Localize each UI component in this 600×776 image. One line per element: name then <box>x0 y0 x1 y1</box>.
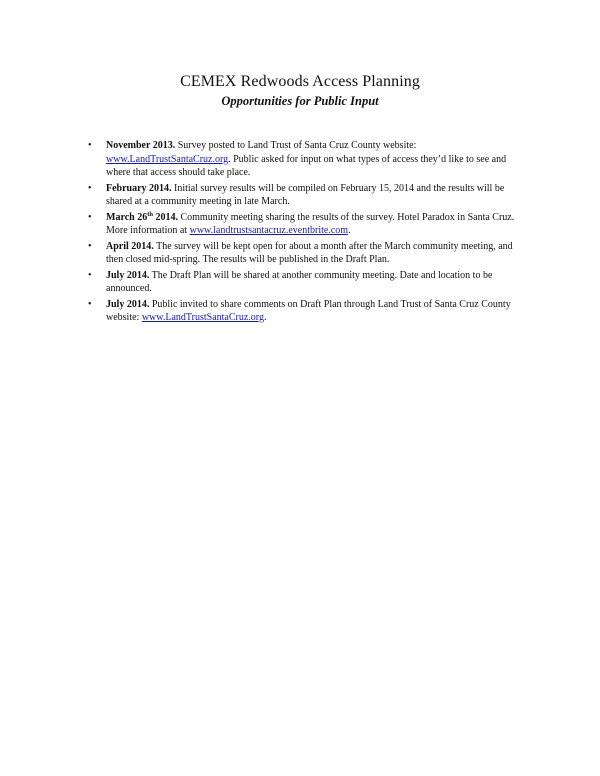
item-date: July 2014. <box>106 298 150 310</box>
item-date: July 2014. <box>106 269 150 281</box>
list-item-jul-2014-meeting <box>84 269 530 296</box>
eventbrite-link[interactable]: www.landtrustsantacruz.eventbrite.com <box>189 225 349 236</box>
item-date: February 2014. <box>106 182 172 194</box>
item-text-after: . <box>263 312 267 323</box>
item-text: Public invited to share comments on Draft Plan through Land Trust of Santa Cruz County website: <box>106 298 511 323</box>
item-text-after: . <box>348 225 351 236</box>
item-text-after: . Public asked for input on what types of access they’d like to see and where that access should take place. <box>106 153 507 178</box>
item-text: Community meeting sharing the results of the survey. Hotel Paradox in Santa Cruz. More information at <box>106 211 515 236</box>
bullet-icon: • <box>88 211 92 223</box>
land-trust-website-link[interactable]: www.LandTrustSantaCruz.org <box>141 312 264 323</box>
list-item-nov-2013 <box>84 139 530 180</box>
bullet-icon: • <box>88 298 92 310</box>
list-item-feb-2014 <box>84 182 530 209</box>
bullet-icon: • <box>88 182 92 194</box>
item-text: Initial survey results will be compiled on February 15, 2014 and the results will be shared at a community meeting in late March. <box>106 182 505 207</box>
item-date-superscript: th <box>147 210 153 218</box>
item-text: The Draft Plan will be shared at another community meeting. Date and location to be announced. <box>106 269 493 294</box>
bullet-icon: • <box>88 240 92 252</box>
list-item-mar-2014 <box>84 211 530 238</box>
page-subtitle: Opportunities for Public Input <box>221 94 379 108</box>
bullet-icon: • <box>88 140 92 151</box>
timeline-list <box>84 139 530 327</box>
page-title: CEMEX Redwoods Access Planning <box>180 73 420 90</box>
item-text: The survey will be kept open for about a month after the March community meeting, and then closed mid-spring. The results will be published in the Draft Plan. <box>106 240 513 265</box>
land-trust-website-link[interactable]: www.LandTrustSantaCruz.org <box>106 153 229 165</box>
item-date: November 2013. <box>106 140 176 151</box>
bullet-icon: • <box>88 269 92 281</box>
item-date-prefix: March 26 <box>106 211 148 223</box>
list-item-jul-2014-comments <box>84 298 530 325</box>
item-text: Survey posted to Land Trust of Santa Cruz County website: <box>175 140 417 151</box>
item-date-suffix: 2014. <box>152 211 178 223</box>
item-date <box>106 212 178 223</box>
list-item-apr-2014 <box>84 240 530 267</box>
item-date: April 2014. <box>106 240 154 252</box>
